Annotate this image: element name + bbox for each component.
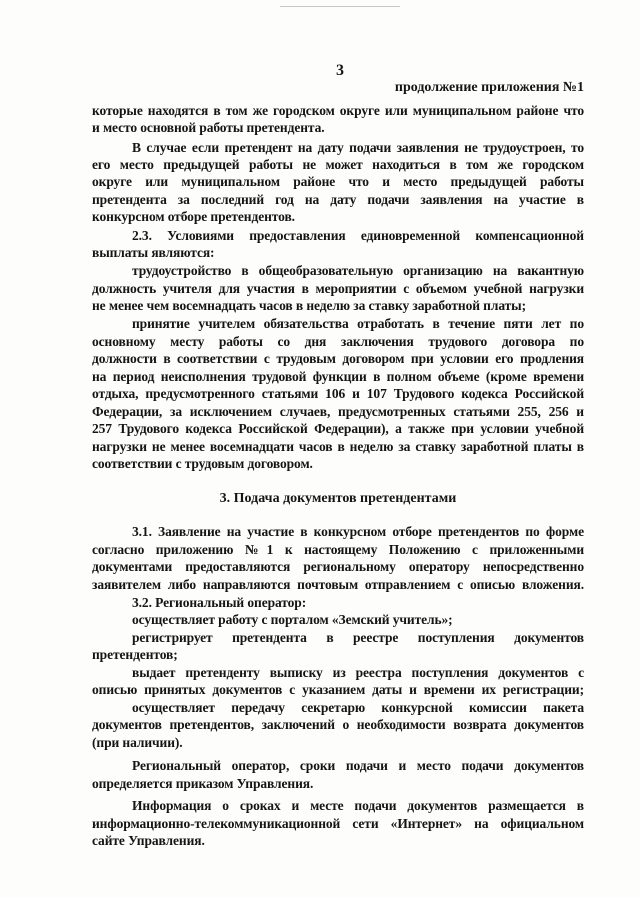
text-line: согласно приложению №1 к настоящему Положению с приложенными <box>92 542 584 557</box>
text-line: отдыха, предусмотренного статьями 106 и 107 Трудового кодекса Российской <box>92 386 584 401</box>
text-line: Федерации, за исключением случаев, предусмотренных статьями 255, 256 и <box>92 404 584 419</box>
page-number: 3 <box>336 62 344 79</box>
text-line: 2.3. Условиями предоставления единовременной компенсационной <box>132 228 584 243</box>
text-line: принятие учителем обязательства отработать в течение пяти лет по <box>132 316 584 331</box>
text-line: его место предыдущей работы не может находиться в том же городском <box>92 157 584 172</box>
text-line: осуществляет передачу секретарю конкурсной комиссии пакета <box>132 700 584 715</box>
text-line: Информация о сроках и месте подачи документов размещается в <box>132 798 584 813</box>
appendix-continuation-note: продолжение приложения №1 <box>394 80 584 95</box>
text-line: 3.1. Заявление на участие в конкурсном отборе претендентов по форме <box>132 524 584 539</box>
text-line: которые находятся в том же городском округе или муниципальном районе что <box>92 103 584 118</box>
text-line: осуществляет работу с порталом «Земский учитель»; <box>132 612 453 627</box>
text-line: документов претендентов, заключений о необходимости возврата документов <box>92 717 584 732</box>
text-line: выплаты являются: <box>92 245 215 260</box>
text-line: Региональный оператор, сроки подачи и место подачи документов <box>132 758 584 773</box>
text-line: и место основной работы претендента. <box>92 120 325 135</box>
text-line: определяется приказом Управления. <box>92 776 314 791</box>
text-line: (при наличии). <box>92 735 183 750</box>
text-line: регистрирует претендента в реестре поступления документов <box>132 630 584 645</box>
text-line: округе или муниципальном районе что и место предыдущей работы <box>92 174 584 189</box>
text-line: документами предоставляются региональному оператору непосредственно <box>92 559 584 574</box>
text-line: на период неисполнения трудовой функции в полном объеме (кроме времени <box>92 369 584 384</box>
text-line: претендента за последний год на дату подачи заявления на участие в <box>92 192 584 207</box>
text-line: нагрузки не менее восемнадцати часов в неделю за ставку заработной платы в <box>92 439 584 454</box>
text-line: В случае если претендент на дату подачи заявления не трудоустроен, то <box>132 140 584 155</box>
text-line: соответствии с трудовым договором. <box>92 456 313 471</box>
text-line: заявителем либо направляются почтовым отправлением с описью вложения. <box>92 577 584 592</box>
text-line: выдает претенденту выписку из реестра поступления документов с <box>132 665 584 680</box>
text-line: основному месту работы со дня заключения трудового договора по <box>92 334 584 349</box>
text-line: 3.2. Региональный оператор: <box>132 595 307 610</box>
text-line: не менее чем восемнадцать часов в неделю за ставку заработной платы; <box>92 298 527 313</box>
text-line: информационно-телекоммуникационной сети «Интернет» на официальном <box>92 816 584 831</box>
section-heading: 3. Подача документов претендентами <box>219 491 457 506</box>
text-line: трудоустройство в общеобразовательную организацию на вакантную <box>132 263 584 278</box>
scan-artifact <box>280 6 400 7</box>
text-line: конкурсном отборе претендентов. <box>92 209 295 224</box>
text-line: описью принятых документов с указанием даты и времени их регистрации; <box>92 682 584 697</box>
text-line: сайте Управления. <box>92 833 205 848</box>
text-line: претендентов; <box>92 647 178 662</box>
text-line: должность учителя для участия в мероприятии с объемом учебной нагрузки <box>92 281 584 296</box>
text-line: 257 Трудового кодекса Российской Федерации), а также при условии учебной <box>92 421 584 436</box>
text-line: должности в соответствии с трудовым договором при условии его продления <box>92 351 584 366</box>
